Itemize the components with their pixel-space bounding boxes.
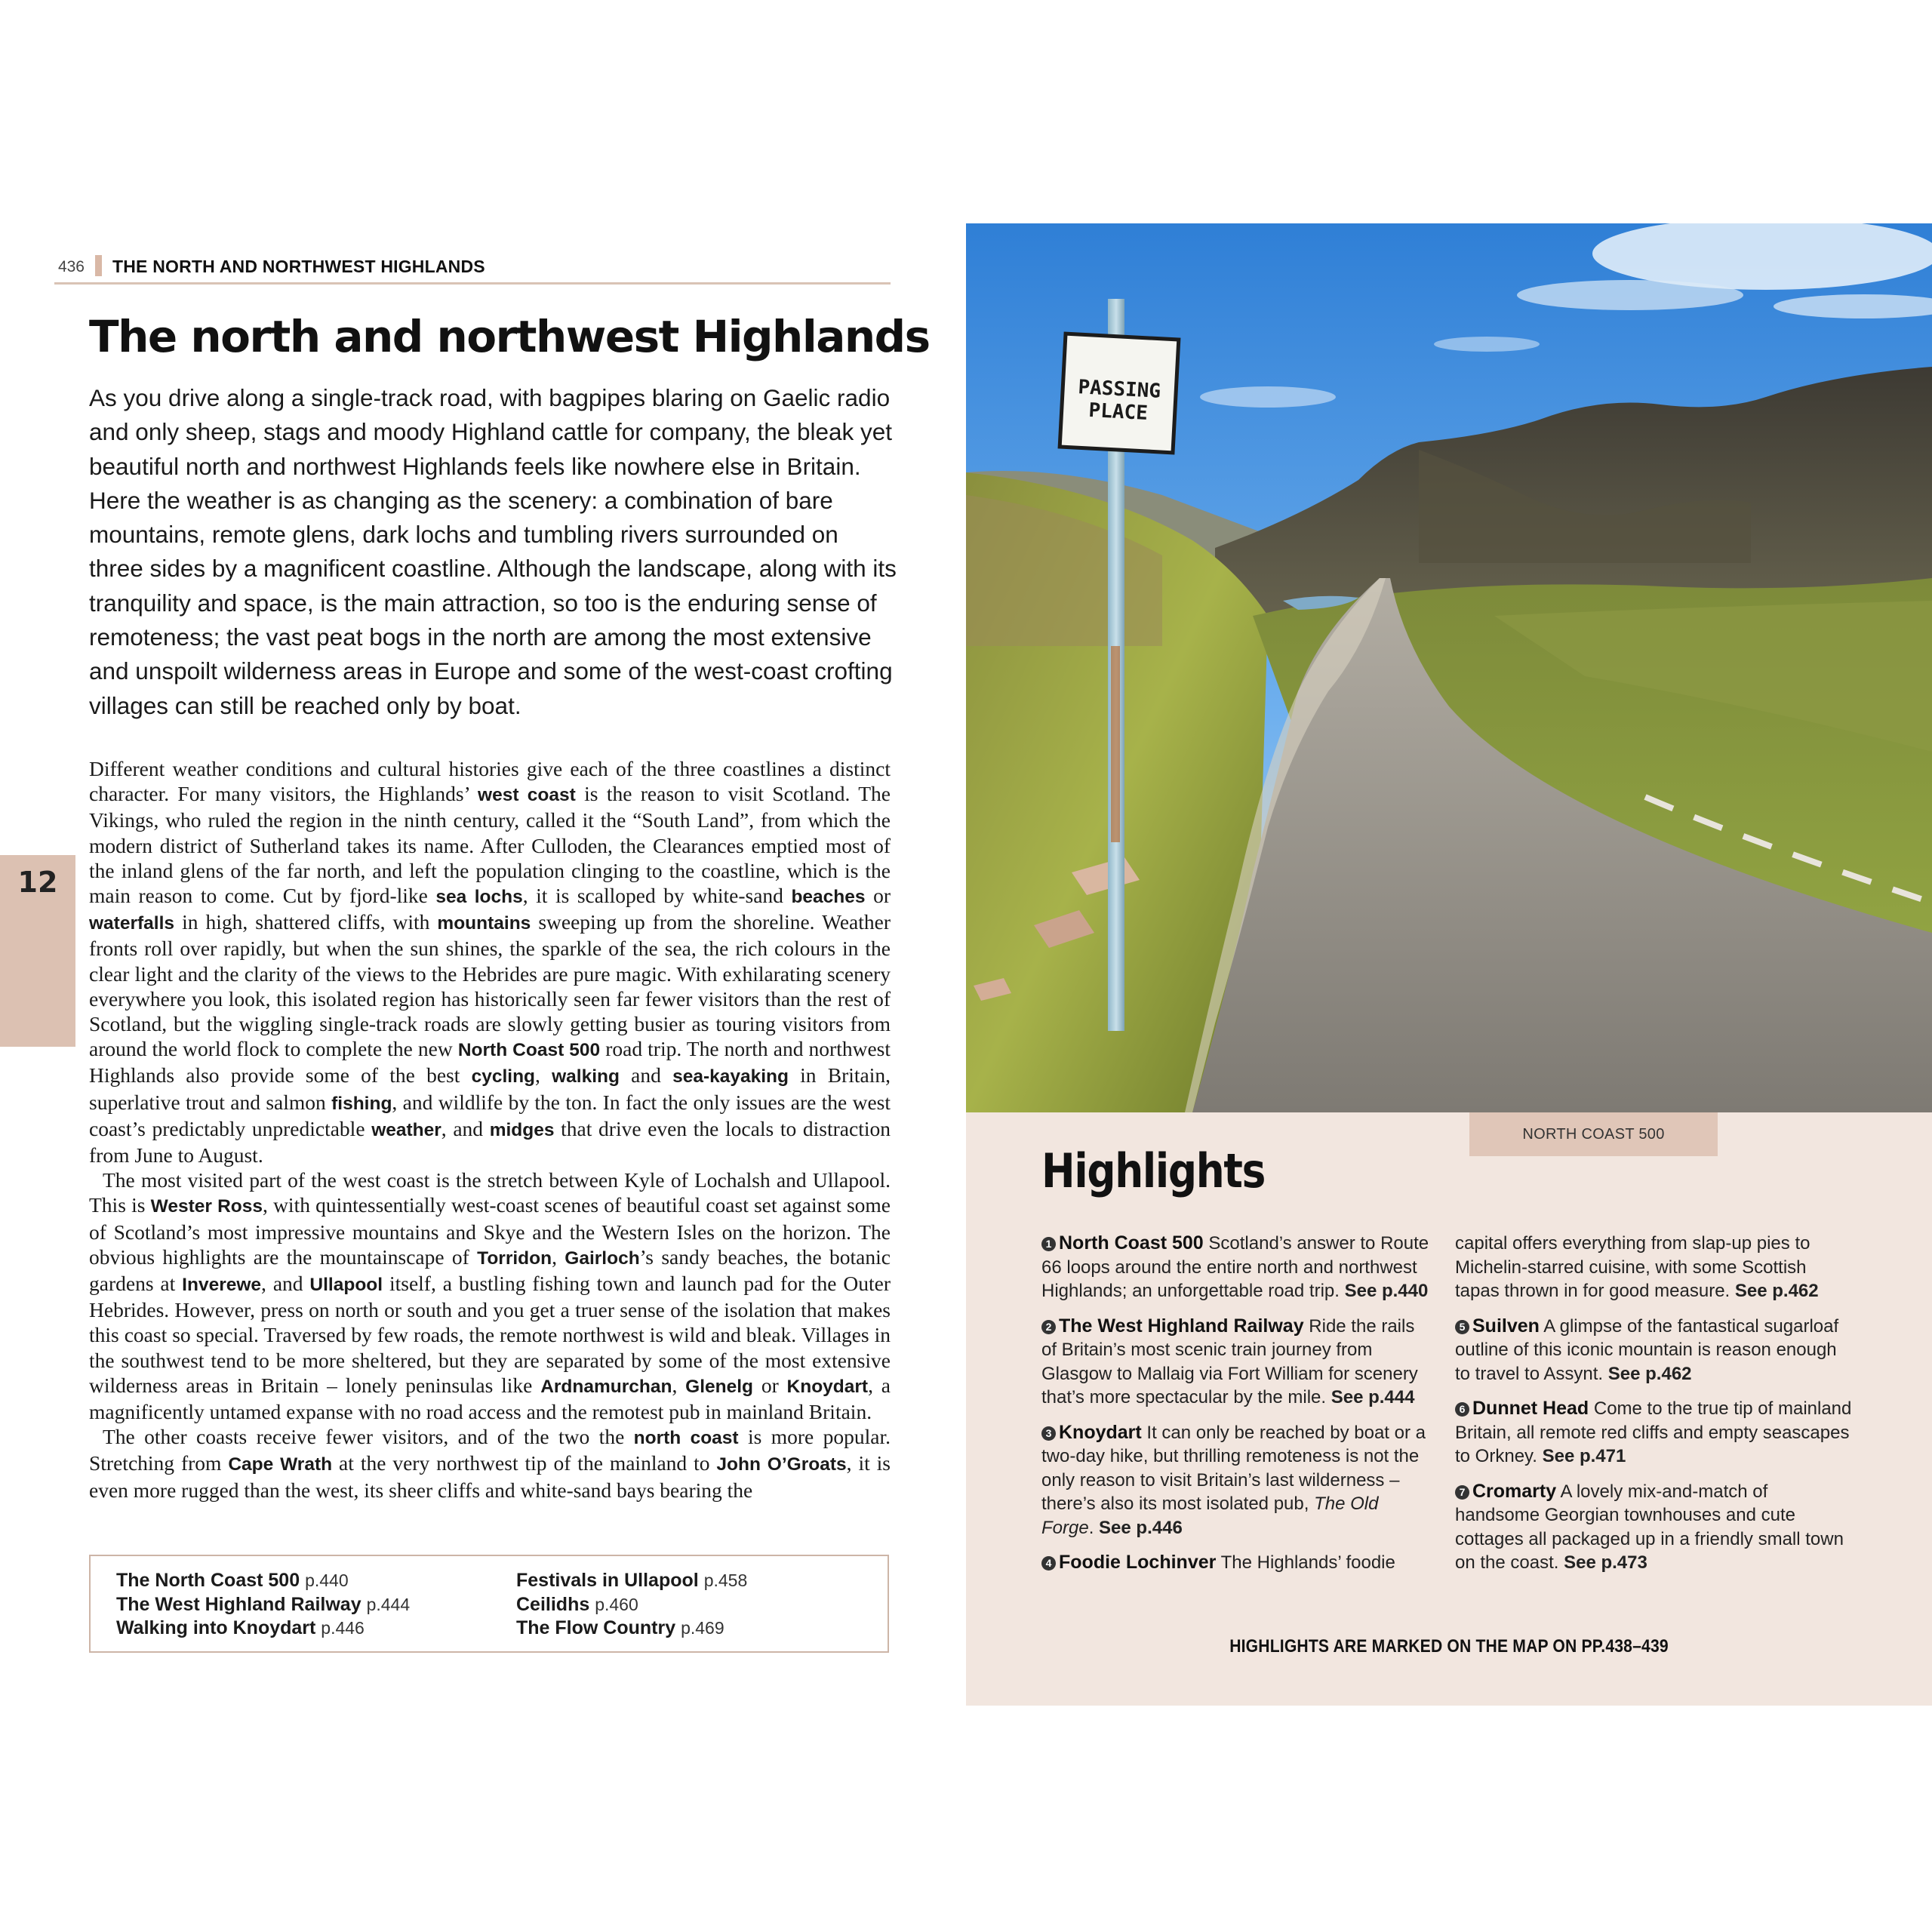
- contents-item[interactable]: The North Coast 500 p.440: [116, 1570, 349, 1591]
- highlight-item-continued: capital offers everything from slap-up pies to Michelin-starred cuisine, with some Scottish tapas thrown in for good measure. See p.462: [1455, 1233, 1819, 1301]
- highlight-item: 1 North Coast 500 Scotland’s answer to Route 66 loops around the entire north and northwest Highlands; an unforgettable road trip. See p.440: [1041, 1232, 1429, 1301]
- keyword: midges: [489, 1119, 555, 1140]
- keyword: Ullapool: [309, 1275, 383, 1296]
- body-text-run: is more popular. Stretching from: [89, 1425, 891, 1475]
- body-paragraph-3: [89, 1424, 891, 1503]
- keyword: beaches: [791, 887, 866, 908]
- header-accent-bar: [95, 255, 102, 276]
- see-page-link[interactable]: See p.440: [1344, 1281, 1429, 1301]
- body-text-run: The other coasts receive fewer visitors, and of the two the: [103, 1425, 634, 1449]
- running-title: THE NORTH AND NORTHWEST HIGHLANDS: [112, 257, 485, 276]
- number-badge-icon: 3: [1041, 1426, 1056, 1441]
- keyword: John O’Groats: [716, 1454, 847, 1475]
- keyword: waterfalls: [89, 913, 175, 934]
- highlights-title: Highlights: [1041, 1143, 1266, 1198]
- body-text-run: , a magnificently untamed expanse with no road access and the remotest pub in mainland Britain.: [89, 1373, 891, 1424]
- keyword: Torridon: [477, 1247, 552, 1269]
- contents-item[interactable]: Ceilidhs p.460: [516, 1593, 638, 1615]
- body-text-run: , and: [261, 1272, 310, 1296]
- body-text-run: in high, shattered cliffs, with: [174, 910, 438, 934]
- number-badge-icon: 4: [1041, 1556, 1056, 1571]
- chapter-contents-box: [89, 1555, 889, 1653]
- body-text-run: , and: [441, 1116, 490, 1140]
- number-badge-icon: 7: [1455, 1485, 1469, 1500]
- keyword: sea-kayaking: [672, 1066, 789, 1088]
- see-page-link[interactable]: See p.473: [1564, 1552, 1647, 1573]
- body-text-run: that drive even the locals to distraction from June to August.: [89, 1116, 891, 1168]
- keyword: Gairloch: [565, 1247, 640, 1269]
- body-text-run: in Britain, superlative trout and salmon: [89, 1063, 891, 1114]
- contents-column-right: [516, 1569, 894, 1651]
- body-text-run: ,: [535, 1063, 552, 1088]
- body-text-run: , and wildlife by the ton. In fact the only issues are the west coast’s predictably unpredictable: [89, 1090, 891, 1140]
- see-page-link[interactable]: See p.471: [1542, 1446, 1626, 1466]
- keyword: cycling: [471, 1066, 536, 1088]
- body-text-run: ,: [552, 1244, 565, 1269]
- keyword: north coast: [633, 1428, 739, 1449]
- highlights-map-note: HIGHLIGHTS ARE MARKED ON THE MAP ON PP.438–439: [1229, 1636, 1669, 1657]
- body-text: [89, 756, 891, 1503]
- body-text-run: at the very northwest tip of the mainland to: [332, 1451, 717, 1475]
- running-head: [54, 255, 891, 285]
- keyword: North Coast 500: [457, 1040, 601, 1061]
- keyword: Glenelg: [685, 1376, 753, 1397]
- contents-item[interactable]: The Flow Country p.469: [516, 1617, 724, 1638]
- keyword: west coast: [478, 785, 576, 806]
- sign-text-line1: PASSING: [1077, 376, 1161, 403]
- contents-item[interactable]: The West Highland Railway p.444: [116, 1593, 411, 1615]
- keyword: Ardnamurchan: [540, 1376, 672, 1397]
- see-page-link[interactable]: See p.462: [1607, 1363, 1692, 1384]
- highlights-column-right: [1455, 1232, 1855, 1586]
- contents-item[interactable]: Festivals in Ullapool p.458: [516, 1570, 748, 1591]
- highlight-item: 4 Foodie Lochinver The Highlands’ foodie: [1041, 1551, 1434, 1575]
- body-text-run: or: [753, 1373, 787, 1397]
- number-badge-icon: 1: [1041, 1237, 1056, 1251]
- highlight-item: 3 Knoydart It can only be reached by boat or a two-day hike, but thrilling remoteness is not the only reason to visit Britain’s last wilderness – there’s also its most isolated pub, The Old Forge. See p.446: [1041, 1421, 1426, 1538]
- number-badge-icon: 2: [1041, 1320, 1056, 1334]
- number-badge-icon: 5: [1455, 1320, 1469, 1334]
- keyword: Inverewe: [182, 1275, 262, 1296]
- photo-caption: NORTH COAST 500: [1469, 1112, 1718, 1156]
- landscape-photo: [966, 223, 1932, 1112]
- highlight-item: 2 The West Highland Railway Ride the rails of Britain’s most scenic train journey from Glasgow to Mallaig via Fort William for scenery that’s more spectacular by the mile. See p.444: [1041, 1315, 1418, 1407]
- body-text-run: is the reason to visit Scotland. The Vikings, who ruled the region in the ninth century, called it the “South Land”, from which the modern district of Sutherland takes its name. After Culloden, the Clearances emptied most of the inland glens of the far north, and left the population clinging to the coastline, which is the main reason to come. Cut by fjord-like: [89, 782, 891, 908]
- body-text-run: itself, a bustling fishing town and launch pad for the Outer Hebrides. However, press on north or south and you get a truer sense of the isolation that makes this coast so special. Traversed by few roads, the remote northwest is wild and bleak. Villages in the southwest tend to be more sheltered, but they are separated by some of the most extensive wilderness areas in Britain – lonely peninsulas like: [89, 1272, 891, 1397]
- body-text-run: , it is scalloped by white-sand: [522, 884, 792, 908]
- body-text-run: and: [619, 1063, 673, 1088]
- highlight-item: 5 Suilven A glimpse of the fantastical sugarloaf outline of this iconic mountain is reason enough to travel to Assynt. See p.462: [1455, 1315, 1839, 1384]
- see-page-link[interactable]: See p.444: [1331, 1387, 1415, 1407]
- body-paragraph-2: [89, 1168, 891, 1424]
- body-text-run: ,: [672, 1373, 686, 1397]
- keyword: walking: [552, 1066, 620, 1088]
- page-number: 436: [57, 258, 85, 275]
- keyword: Wester Ross: [150, 1196, 263, 1217]
- body-text-run: , with quintessentially west-coast scenes of beautiful coast set against some of Scotland’s most impressive mountains and Skye and the Western Isles on the horizon. The obvious highlights are the mountainscape of: [89, 1193, 891, 1269]
- number-badge-icon: 6: [1455, 1402, 1469, 1417]
- keyword: mountains: [437, 913, 531, 934]
- body-paragraph-1: [89, 756, 891, 1168]
- page-title: The north and northwest Highlands: [89, 311, 930, 362]
- highlights-column-left: [1041, 1232, 1434, 1586]
- intro-paragraph: As you drive along a single-track road, with bagpipes blaring on Gaelic radio and only sheep, stags and moody Highland cattle for company, the bleak yet beautiful north and northwest Highlands feels like nowhere else in Britain. Here the weather is as changing as the scenery: a combination of bare mountains, remote glens, dark lochs and tumbling rivers surrounded on three sides by a magnificent coastline. Although the landscape, along with its tranquility and space, is the main attraction, so too is the enduring sense of remoteness; the vast peat bogs in the north are among the most extensive and unspoilt wilderness areas in Europe and some of the west-coast crofting villages can still be reached only by boat.: [89, 384, 897, 719]
- sign-text-line2: PLACE: [1088, 398, 1149, 425]
- body-text-run: , it is even more rugged than the west, its sheer cliffs and white-sand bays bearing the: [89, 1451, 891, 1502]
- highlight-item: 7 Cromarty A lovely mix-and-match of handsome Georgian townhouses and cute cottages all packaged up in a friendly small town on the coast. See p.473: [1455, 1480, 1844, 1573]
- keyword: sea lochs: [435, 887, 523, 908]
- body-text-run: The most visited part of the west coast is the stretch between Kyle of Lochalsh and Ullapool. This is: [89, 1168, 891, 1217]
- keyword: Knoydart: [786, 1376, 869, 1397]
- keyword: Cape Wrath: [228, 1454, 333, 1475]
- keyword: weather: [371, 1119, 441, 1140]
- chapter-number: 12: [17, 866, 58, 899]
- contents-column-left: [116, 1569, 516, 1651]
- body-text-run: Different weather conditions and cultural histories give each of the three coastlines a distinct character. For many visitors, the Highlands’: [89, 757, 891, 806]
- see-page-link[interactable]: See p.462: [1734, 1281, 1819, 1301]
- body-text-run: sweeping up from the shoreline. Weather fronts roll over rapidly, but when the sun shines, the sparkle of the sea, the rich colours in the clear light and the clarity of the views to the Hebrides are pure magic. With exhilarating scenery everywhere you look, this isolated region has historically seen far fewer visitors than the rest of Scotland, but the wiggling single-track roads are slowly getting busier as touring visitors from around the world flock to complete the new: [89, 910, 891, 1061]
- contents-item[interactable]: Walking into Knoydart p.446: [116, 1617, 365, 1638]
- body-text-run: ’s sandy beaches, the botanic gardens at: [89, 1244, 891, 1296]
- see-page-link[interactable]: See p.446: [1099, 1517, 1183, 1538]
- keyword: fishing: [331, 1093, 392, 1114]
- highlight-item: 6 Dunnet Head Come to the true tip of mainland Britain, all remote red cliffs and empty seascapes to Orkney. See p.471: [1455, 1398, 1852, 1466]
- body-text-run: road trip. The north and northwest Highlands also provide some of the best: [89, 1037, 891, 1088]
- body-text-run: or: [865, 884, 891, 908]
